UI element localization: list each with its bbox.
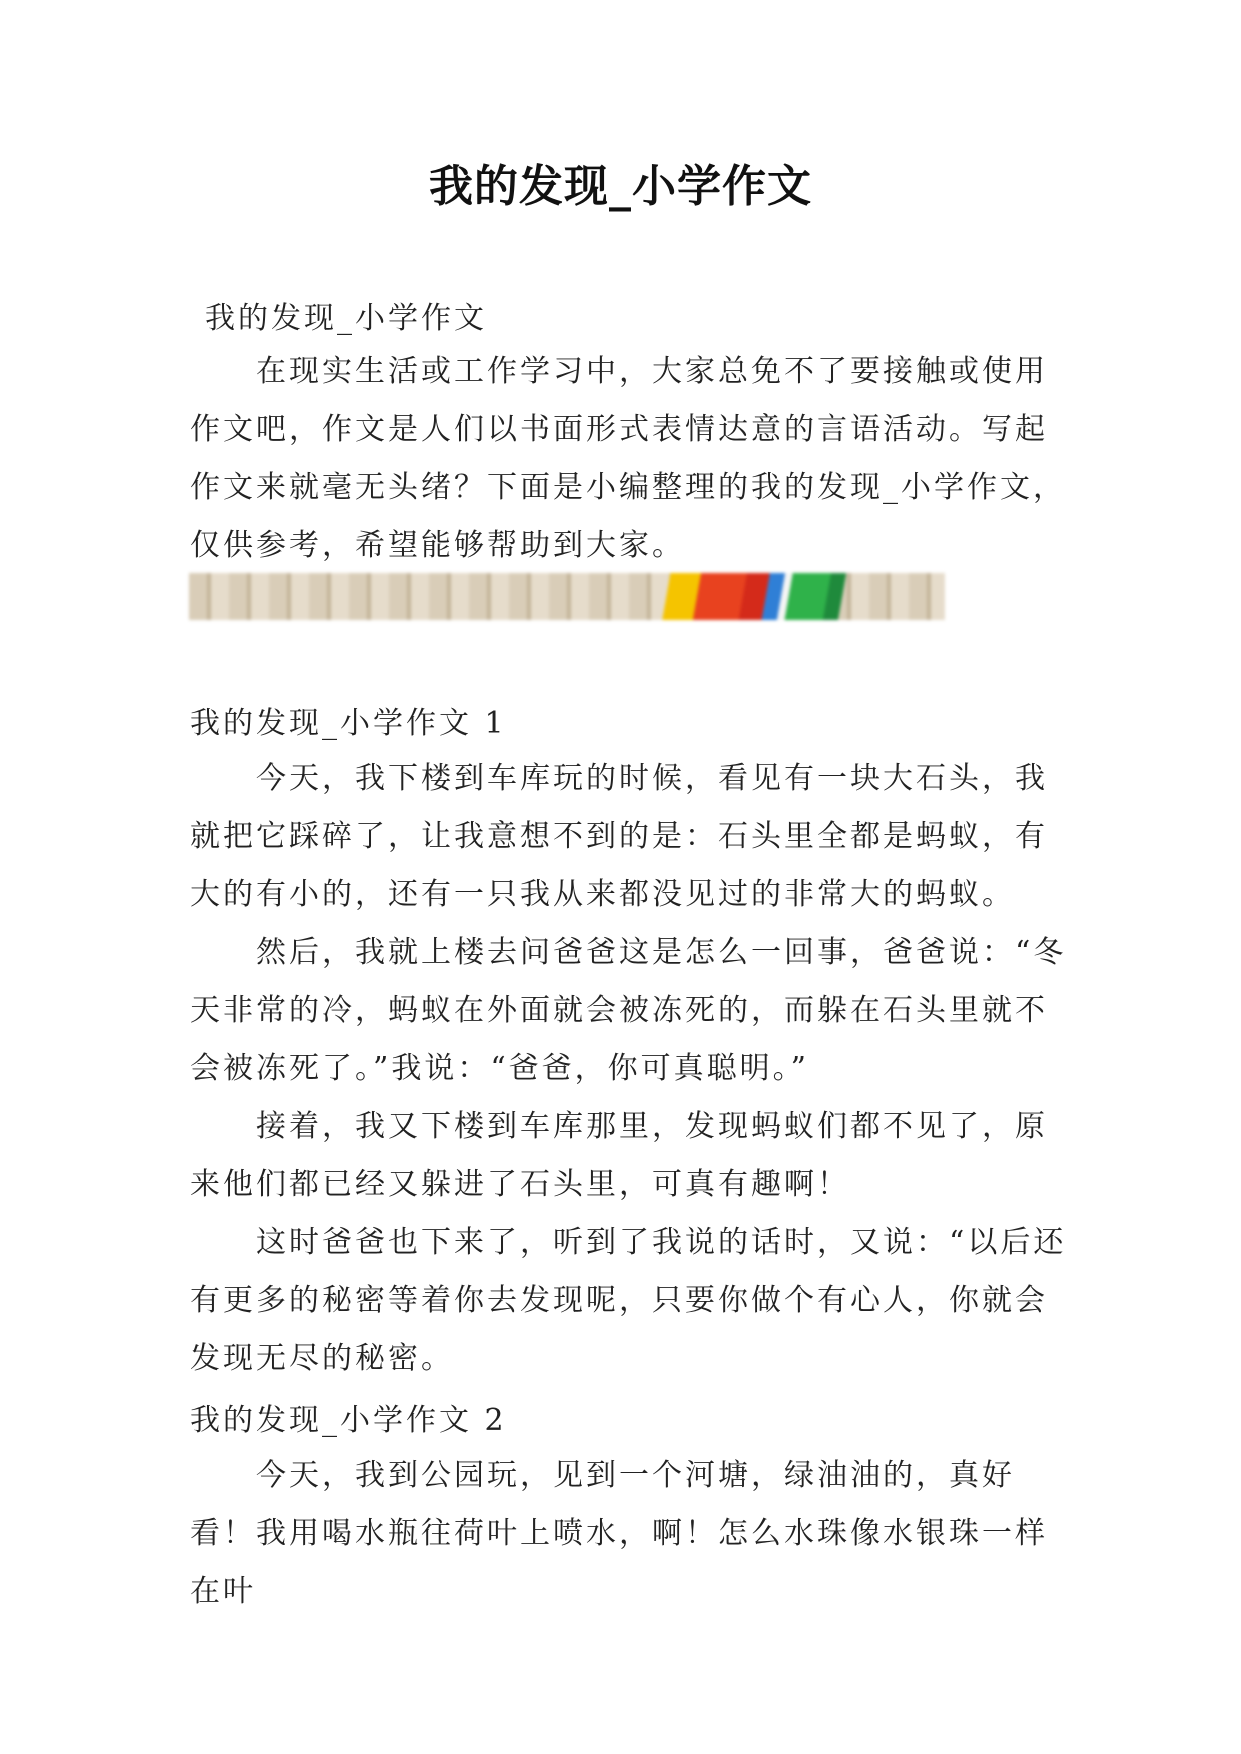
essay-1-paragraph: 接着，我又下楼到车库那里，发现蚂蚁们都不见了，原来他们都已经又躲进了石头里，可真有趣啊！	[190, 1109, 1048, 1202]
essay-1-heading: 我的发现_小学作文 1	[190, 706, 507, 741]
essay-1-paragraph: 今天，我下楼到车库玩的时候，看见有一块大石头，我就把它踩碎了，让我意想不到的是：石头里全都是蚂蚁，有大的有小的，还有一只我从来都没见过的非常大的蚂蚁。	[190, 761, 1048, 912]
document-subtitle: 我的发现_小学作文	[205, 301, 487, 336]
essay-2-heading: 我的发现_小学作文 2	[190, 1403, 507, 1438]
pencils-banner-image	[189, 573, 945, 620]
intro-paragraph: 在现实生活或工作学习中，大家总免不了要接触或使用作文吧，作文是人们以书面形式表情达意的言语活动。写起作文来就毫无头绪？下面是小编整理的我的发现_小学作文，仅供参考，希望能够帮助到大家。	[190, 354, 1066, 563]
essay-1-paragraph: 这时爸爸也下来了，听到了我说的话时，又说：“以后还有更多的秘密等着你去发现呢，只要你做个有心人，你就会发现无尽的秘密。	[190, 1225, 1067, 1376]
document-title: 我的发现_小学作文	[429, 161, 812, 212]
essay-1-paragraph: 然后，我就上楼去问爸爸这是怎么一回事，爸爸说：“冬天非常的冷，蚂蚁在外面就会被冻死的，而躲在石头里就不会被冻死了。”我说：“爸爸，你可真聪明。”	[190, 935, 1067, 1086]
essay-2-paragraph: 今天，我到公园玩，见到一个河塘，绿油油的，真好看！我用喝水瓶往荷叶上喷水，啊！怎么水珠像水银珠一样在叶	[190, 1458, 1048, 1609]
